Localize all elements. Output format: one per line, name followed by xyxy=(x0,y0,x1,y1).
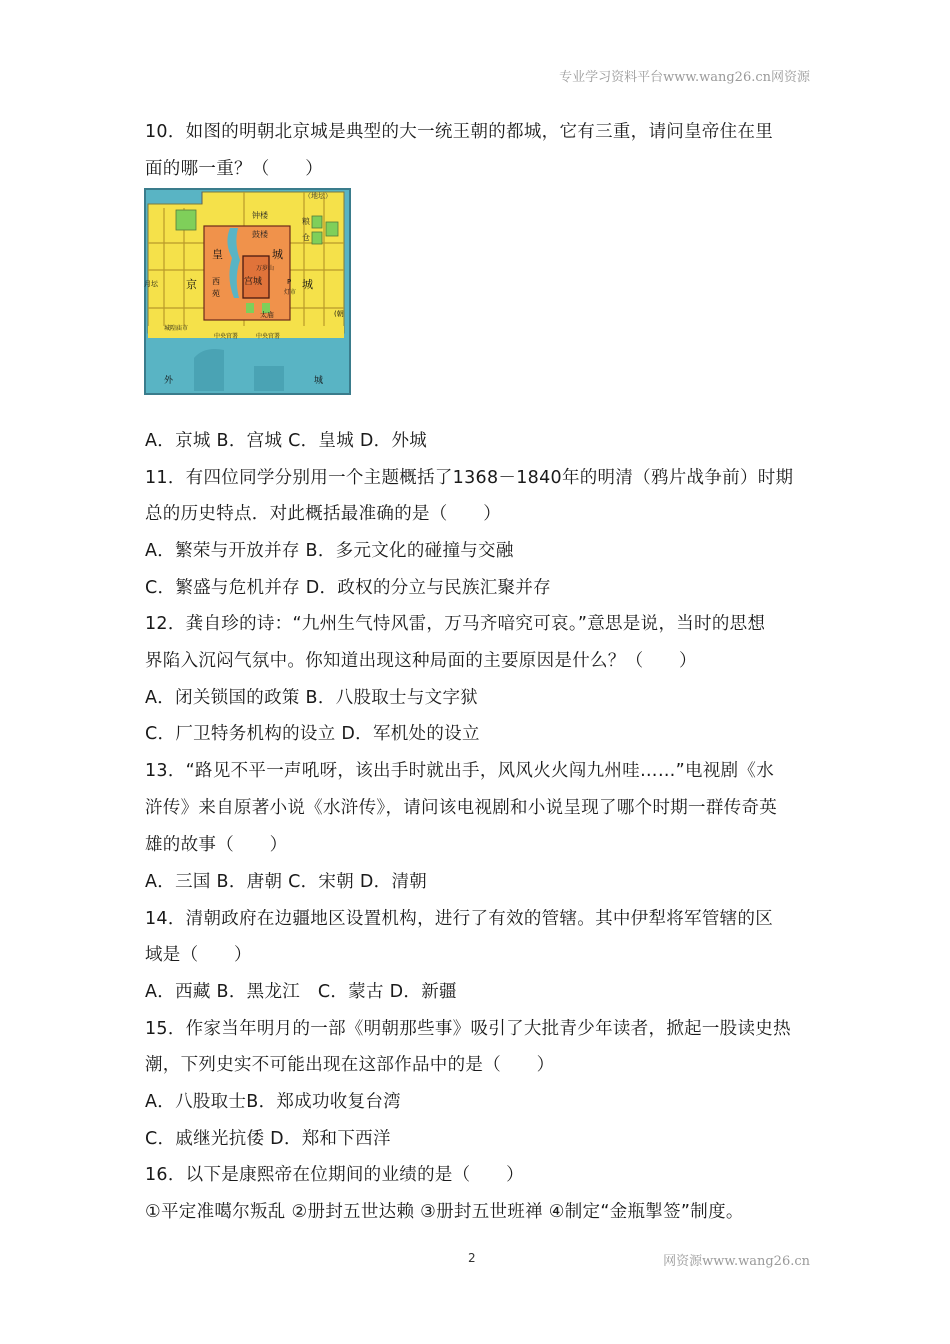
q13-options: A．三国 B．唐朝 C．宋朝 D．清朝 xyxy=(145,872,428,892)
label-granary-2: 仓 xyxy=(302,233,310,242)
label-capital-2: 城 xyxy=(302,278,313,291)
label-palace: 宫城 xyxy=(244,277,263,287)
label-taimiao: 太庙 xyxy=(260,311,274,319)
beijing-map-figure xyxy=(144,188,351,395)
q11-line1: 11．有四位同学分别用一个主题概括了1368－1840年的明清（鸦片战争前）时期 xyxy=(145,468,794,488)
label-imperial-2: 城 xyxy=(272,248,283,261)
q11-options-1: A．繁荣与开放并存 B．多元文化的碰撞与交融 xyxy=(145,541,514,561)
q15-line1: 15．作家当年明月的一部《明朝那些事》吸引了大批青少年读者，掀起一股读史热 xyxy=(145,1019,791,1039)
q15-options-1: A．八股取士B．郑成功收复台湾 xyxy=(145,1092,401,1112)
label-bell-tower: 钟楼 xyxy=(252,211,268,220)
page-number: 2 xyxy=(468,1251,476,1265)
label-central-2: 中央官署 xyxy=(256,333,281,340)
label-granary-1: 粮 xyxy=(302,217,310,226)
label-drum-tower: 鼓楼 xyxy=(252,230,268,239)
label-west-park-2: 苑 xyxy=(212,289,220,298)
q16-line2: ①平定准噶尔叛乱 ②册封五世达赖 ③册封五世班禅 ④制定“金瓶掣签”制度。 xyxy=(145,1202,744,1222)
label-city-temple: 城隍庙市 xyxy=(164,325,189,332)
q16-line1: 16．以下是康熙帝在位期间的业绩的是（ ） xyxy=(145,1165,524,1185)
q10-line2: 面的哪一重？（ ） xyxy=(145,159,323,179)
q15-line2: 潮，下列史实不可能出现在这部作品中的是（ ） xyxy=(145,1055,555,1075)
label-wansui: 万岁山 xyxy=(256,265,275,272)
label-imperial-1: 皇 xyxy=(212,248,223,261)
q14-line1: 14．清朝政府在边疆地区设置机构，进行了有效的管辖。其中伊犁将军管辖的区 xyxy=(145,909,774,929)
label-lamp-2: 灯市 xyxy=(284,289,297,296)
q14-line2: 域是（ ） xyxy=(145,945,252,965)
label-central-1: 中央官署 xyxy=(214,333,239,340)
q13-line2: 浒传》来自原著小说《水浒传》，请问该电视剧和小说呈现了哪个时期一群传奇英 xyxy=(145,798,778,818)
label-capital-1: 京 xyxy=(186,278,197,291)
q10-options: A．京城 B．宫城 C．皇城 D．外城 xyxy=(145,431,428,451)
q13-line1: 13．“路见不平一声吼呀，该出手时就出手，风风火火闯九州哇……”电视剧《水 xyxy=(145,761,774,781)
label-outer-2: 城 xyxy=(314,376,324,386)
q10-line1: 10．如图的明朝北京城是典型的大一统王朝的都城，它有三重，请问皇帝住在里 xyxy=(145,122,774,142)
q12-options-1: A．闭关锁国的政策 B．八股取士与文字狱 xyxy=(145,688,479,708)
q12-line2: 界陷入沉闷气氛中。你知道出现这种局面的主要原因是什么？（ ） xyxy=(145,651,697,671)
q12-line1: 12．龚自珍的诗：“九州生气恃风雷，万马齐喑究可哀。”意思是说，当时的思想 xyxy=(145,614,766,634)
q13-line3: 雄的故事（ ） xyxy=(145,835,288,855)
label-west-park-1: 西 xyxy=(212,277,220,286)
label-left-edge: 月坛 xyxy=(144,280,158,288)
label-lamp-1: P xyxy=(287,278,292,286)
label-outer-1: 外 xyxy=(164,376,174,386)
label-right-edge: (朝 xyxy=(334,310,344,318)
page-header: 专业学习资料平台www.wang26.cn网资源 xyxy=(559,70,810,85)
q15-options-2: C．戚继光抗倭 D．郑和下西洋 xyxy=(145,1129,391,1149)
q11-options-2: C．繁盛与危机并存 D．政权的分立与民族汇聚并存 xyxy=(145,578,551,598)
q12-options-2: C．厂卫特务机构的设立 D．军机处的设立 xyxy=(145,724,480,744)
q11-line2: 总的历史特点．对此概括最准确的是（ ） xyxy=(145,504,501,524)
q14-options: A．西藏 B．黑龙江 C．蒙古 D．新疆 xyxy=(145,982,457,1002)
label-top-right: （地坛） xyxy=(304,192,332,200)
page-footer: 网资源www.wang26.cn xyxy=(663,1254,810,1269)
